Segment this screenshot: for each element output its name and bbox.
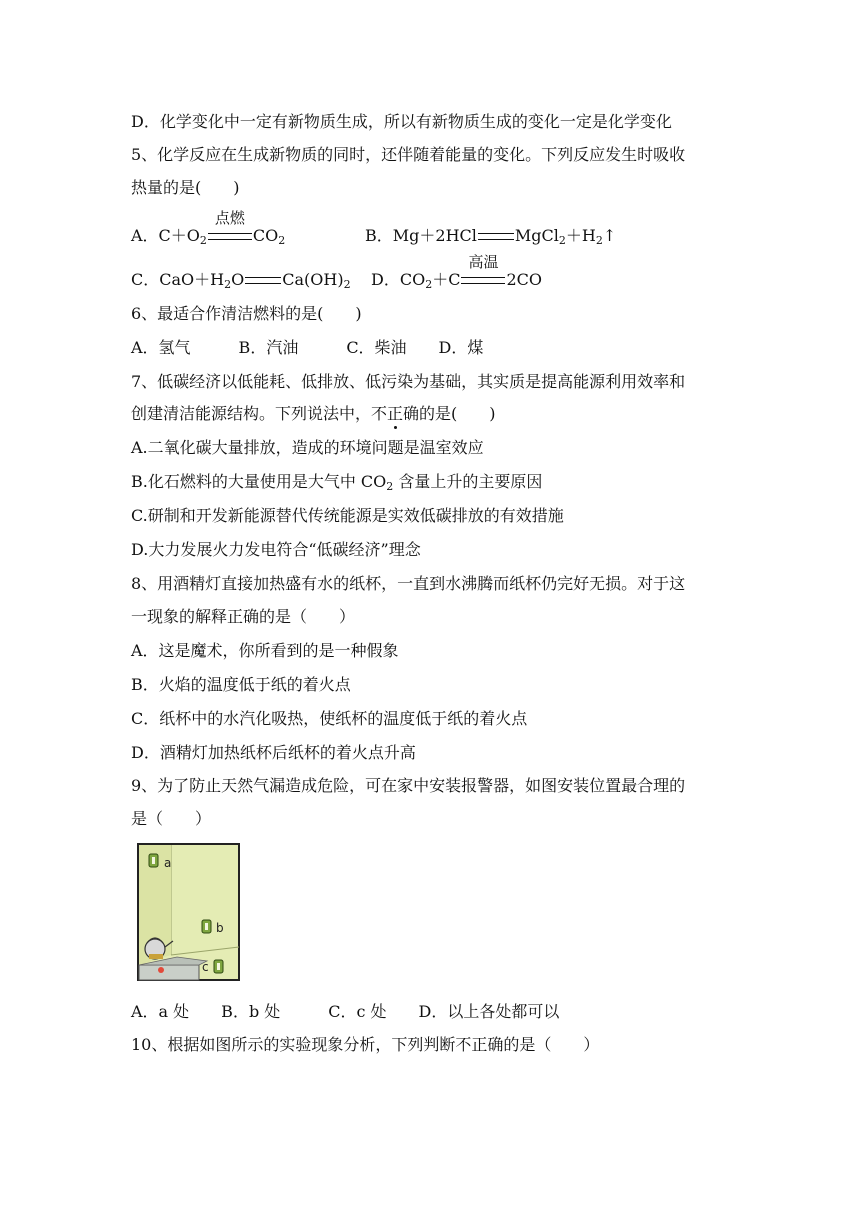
label-c: c — [202, 960, 209, 974]
question-5-options-cd — [131, 253, 542, 291]
q8-option-c: C．纸杯中的水汽化吸热，使纸杯的温度低于纸的着火点 — [131, 709, 528, 728]
question-5-line-2: 热量的是( ) — [131, 178, 240, 197]
question-10: 10、根据如图所示的实验现象分析，下列判断不正确的是（ ） — [131, 1035, 600, 1054]
q5-option-d: D．$CO_2+C$ 高温 2CO — [371, 253, 542, 291]
question-5-options-ab — [131, 209, 617, 247]
alarm-b-icon — [202, 920, 211, 933]
question-9-line-2: 是（ ） — [131, 809, 212, 828]
question-7-line-2: 创建清洁能源结构。下列说法中，不正确的是( ) — [131, 404, 496, 423]
label-b: b — [216, 921, 224, 935]
q5-option-c: C．$CaO+H_2O$ $Ca(OH)_2$ — [131, 270, 351, 291]
q7-option-a: A.二氧化碳大量排放，造成的环境问题是温室效应 — [131, 438, 484, 457]
label-a: a — [164, 856, 172, 870]
q7-option-c: C.研制和开发新能源替代传统能源是实效低碳排放的有效措施 — [131, 506, 564, 525]
question-9-options: A．a 处 B．b 处 C．c 处 D．以上各处都可以 — [131, 1002, 560, 1021]
alarm-c-icon — [214, 960, 223, 973]
emphasis-text: 不正确 — [371, 404, 420, 423]
q8-option-a: A．这是魔术，你所看到的是一种假象 — [131, 641, 399, 660]
q7-option-b: B.化石燃料的大量使用是大气中 $CO_2$ 含量上升的主要原因 — [131, 472, 543, 493]
q5-option-a: A．$C+O_2$ 点燃 $CO_2$ — [131, 209, 286, 247]
question-8-line-2: 一现象的解释正确的是（ ） — [131, 607, 356, 626]
alarm-a-icon — [149, 854, 158, 867]
question-6-options: A．氢气 B．汽油 C．柴油 D．煤 — [131, 338, 484, 357]
option-d-line: D．化学变化中一定有新物质生成，所以有新物质生成的变化一定是化学变化 — [131, 112, 672, 131]
question-6: 6、最适合作清洁燃料的是( ) — [131, 304, 362, 323]
question-7-line-1: 7、低碳经济以低能耗、低排放、低污染为基础，其实质是提高能源利用效率和 — [131, 372, 686, 391]
kitchen-alarm-figure — [137, 843, 240, 981]
q5-option-b: B．Mg＋2HCl $MgCl_2+H_2↑$ — [365, 226, 617, 247]
question-5-line-1: 5、化学反应在生成新物质的同时，还伴随着能量的变化。下列反应发生时吸收 — [131, 145, 686, 164]
question-8-line-1: 8、用酒精灯直接加热盛有水的纸杯，一直到水沸腾而纸杯仍完好无损。对于这 — [131, 574, 686, 593]
q8-option-d: D．酒精灯加热纸杯后纸杯的着火点升高 — [131, 743, 416, 762]
question-9-line-1: 9、为了防止天然气漏造成危险，可在家中安装报警器，如图安装位置最合理的 — [131, 776, 686, 795]
q8-option-b: B．火焰的温度低于纸的着火点 — [131, 675, 351, 694]
q7-option-d: D.大力发展火力发电符合“低碳经济”理念 — [131, 540, 421, 559]
